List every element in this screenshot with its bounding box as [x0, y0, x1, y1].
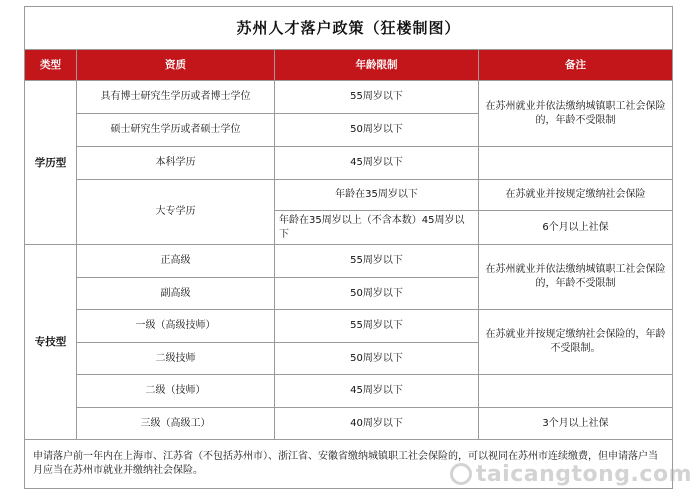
group-skill: 专技型: [25, 245, 77, 440]
table-row: [25, 147, 673, 180]
qualification-cell: 副高级: [77, 278, 275, 310]
header-age-limit: 年龄限制: [275, 50, 479, 81]
table-row: [25, 408, 673, 440]
table-row: [25, 310, 673, 343]
header-remarks: 备注: [479, 50, 673, 81]
age-cell: 50周岁以下: [275, 343, 479, 375]
header-qualification: 资质: [77, 50, 275, 81]
remark-cell: 6个月以上社保: [479, 211, 673, 245]
table-row: [25, 180, 673, 211]
age-cell: 50周岁以下: [275, 114, 479, 147]
remark-cell: 在苏州就业并依法缴纳城镇职工社会保险的，年龄不受限制: [479, 81, 673, 147]
remark-cell: 在苏州就业并依法缴纳城镇职工社会保险的，年龄不受限制: [479, 245, 673, 310]
age-cell: 40周岁以下: [275, 408, 479, 440]
age-cell: 55周岁以下: [275, 245, 479, 278]
qualification-cell: 大专学历: [77, 180, 275, 245]
remark-cell-empty: [479, 147, 673, 180]
qualification-cell: 一级（高级技师）: [77, 310, 275, 343]
qualification-cell: 三级（高级工）: [77, 408, 275, 440]
table-title: 苏州人才落户政策（狂楼制图）: [25, 7, 673, 50]
age-cell: 50周岁以下: [275, 278, 479, 310]
age-cell: 45周岁以下: [275, 375, 479, 408]
qualification-cell: 正高级: [77, 245, 275, 278]
watermark: [450, 462, 692, 487]
qualification-cell: 本科学历: [77, 147, 275, 180]
age-cell: 55周岁以下: [275, 81, 479, 114]
qualification-cell: 硕士研究生学历或者硕士学位: [77, 114, 275, 147]
table-row: [25, 245, 673, 278]
remark-cell: 3个月以上社保: [479, 408, 673, 440]
qualification-cell: 二级技师: [77, 343, 275, 375]
remark-cell: 在苏就业并按规定缴纳社会保险的，年龄不受限制。: [479, 310, 673, 375]
policy-table: [24, 6, 673, 489]
age-cell: 年龄在35周岁以下: [275, 180, 479, 211]
header-row: [25, 50, 673, 81]
qualification-cell: 二级（技师）: [77, 375, 275, 408]
remark-cell-empty: [479, 375, 673, 408]
age-cell: 年龄在35周岁以上（不含本数）45周岁以下: [275, 211, 479, 245]
remark-cell: 在苏就业并按规定缴纳社会保险: [479, 180, 673, 211]
footer-note: 申请落户前一年内在上海市、江苏省（不包括苏州市）、浙江省、安徽省缴纳城镇职工社会保险的，可以视同在苏州市连续缴费，但申请落户当月应当在苏州市就业并缴纳社会保险。: [25, 440, 673, 489]
watermark-text: taicangtong.com: [475, 462, 692, 487]
qualification-cell: 具有博士研究生学历或者博士学位: [77, 81, 275, 114]
table-row: [25, 375, 673, 408]
watermark-logo-icon: [450, 463, 472, 485]
header-type: 类型: [25, 50, 77, 81]
table-row: [25, 81, 673, 114]
group-academic: 学历型: [25, 81, 77, 245]
age-cell: 45周岁以下: [275, 147, 479, 180]
age-cell: 55周岁以下: [275, 310, 479, 343]
